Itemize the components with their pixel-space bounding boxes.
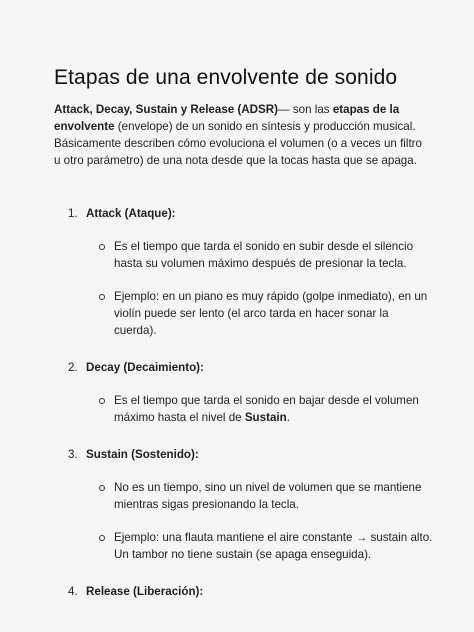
section-release	[54, 583, 434, 600]
bullet-list	[54, 238, 434, 339]
bullet-text: Ejemplo: una flauta mantiene el aire constante → sustain alto. Un tambor no tiene sustain (se apaga enseguida).	[114, 531, 433, 561]
list-item	[114, 479, 434, 513]
section-title: Decay (Decaimiento):	[86, 361, 204, 374]
bullet-text: Ejemplo: en un piano es muy rápido (golpe inmediato), en un violín puede ser lento (el arco tarda en hacer sonar la cuerda).	[114, 290, 428, 337]
list-item	[114, 288, 434, 339]
list-item	[114, 238, 434, 272]
section-attack	[54, 205, 434, 339]
page-title: Etapas de una envolvente de sonido	[54, 66, 398, 89]
adsr-list	[54, 205, 434, 600]
bullet-list	[54, 392, 434, 426]
bullet-bold: Sustain	[244, 411, 287, 424]
section-number: 1.	[68, 207, 78, 220]
list-item	[114, 529, 434, 563]
intro-bold-lead: Attack, Decay, Sustain y Release (ADSR)	[54, 103, 279, 116]
intro-text-1: — son las	[278, 103, 333, 116]
section-number: 4.	[68, 585, 78, 598]
intro-text-2: (envelope) de un sonido en síntesis y producción musical. Básicamente describen cómo evoluciona el volumen (o a veces un filtro u otro parámetro) de una nota desde que la tocas hasta que se apaga.	[54, 120, 422, 167]
bullet-text: No es un tiempo, sino un nivel de volumen que se mantiene mientras sigas presionando la tecla.	[114, 481, 422, 511]
list-item	[114, 392, 434, 426]
section-sustain	[54, 446, 434, 563]
intro-paragraph	[54, 101, 424, 169]
section-number: 3.	[68, 448, 78, 461]
bullet-text: Es el tiempo que tarda el sonido en subir desde el silencio hasta su volumen máximo después de presionar la tecla.	[114, 240, 414, 270]
section-title: Release (Liberación):	[86, 585, 204, 598]
intro-bold-mid: etapas de la envolvente	[54, 103, 400, 133]
section-number: 2.	[68, 361, 78, 374]
bullet-text-after: .	[286, 411, 290, 424]
bullet-text: Es el tiempo que tarda el sonido en bajar desde el volumen máximo hasta el nivel de	[114, 394, 419, 424]
section-title: Attack (Ataque):	[86, 207, 176, 220]
bullet-list	[54, 479, 434, 563]
section-decay	[54, 359, 434, 426]
section-title: Sustain (Sostenido):	[86, 448, 199, 461]
